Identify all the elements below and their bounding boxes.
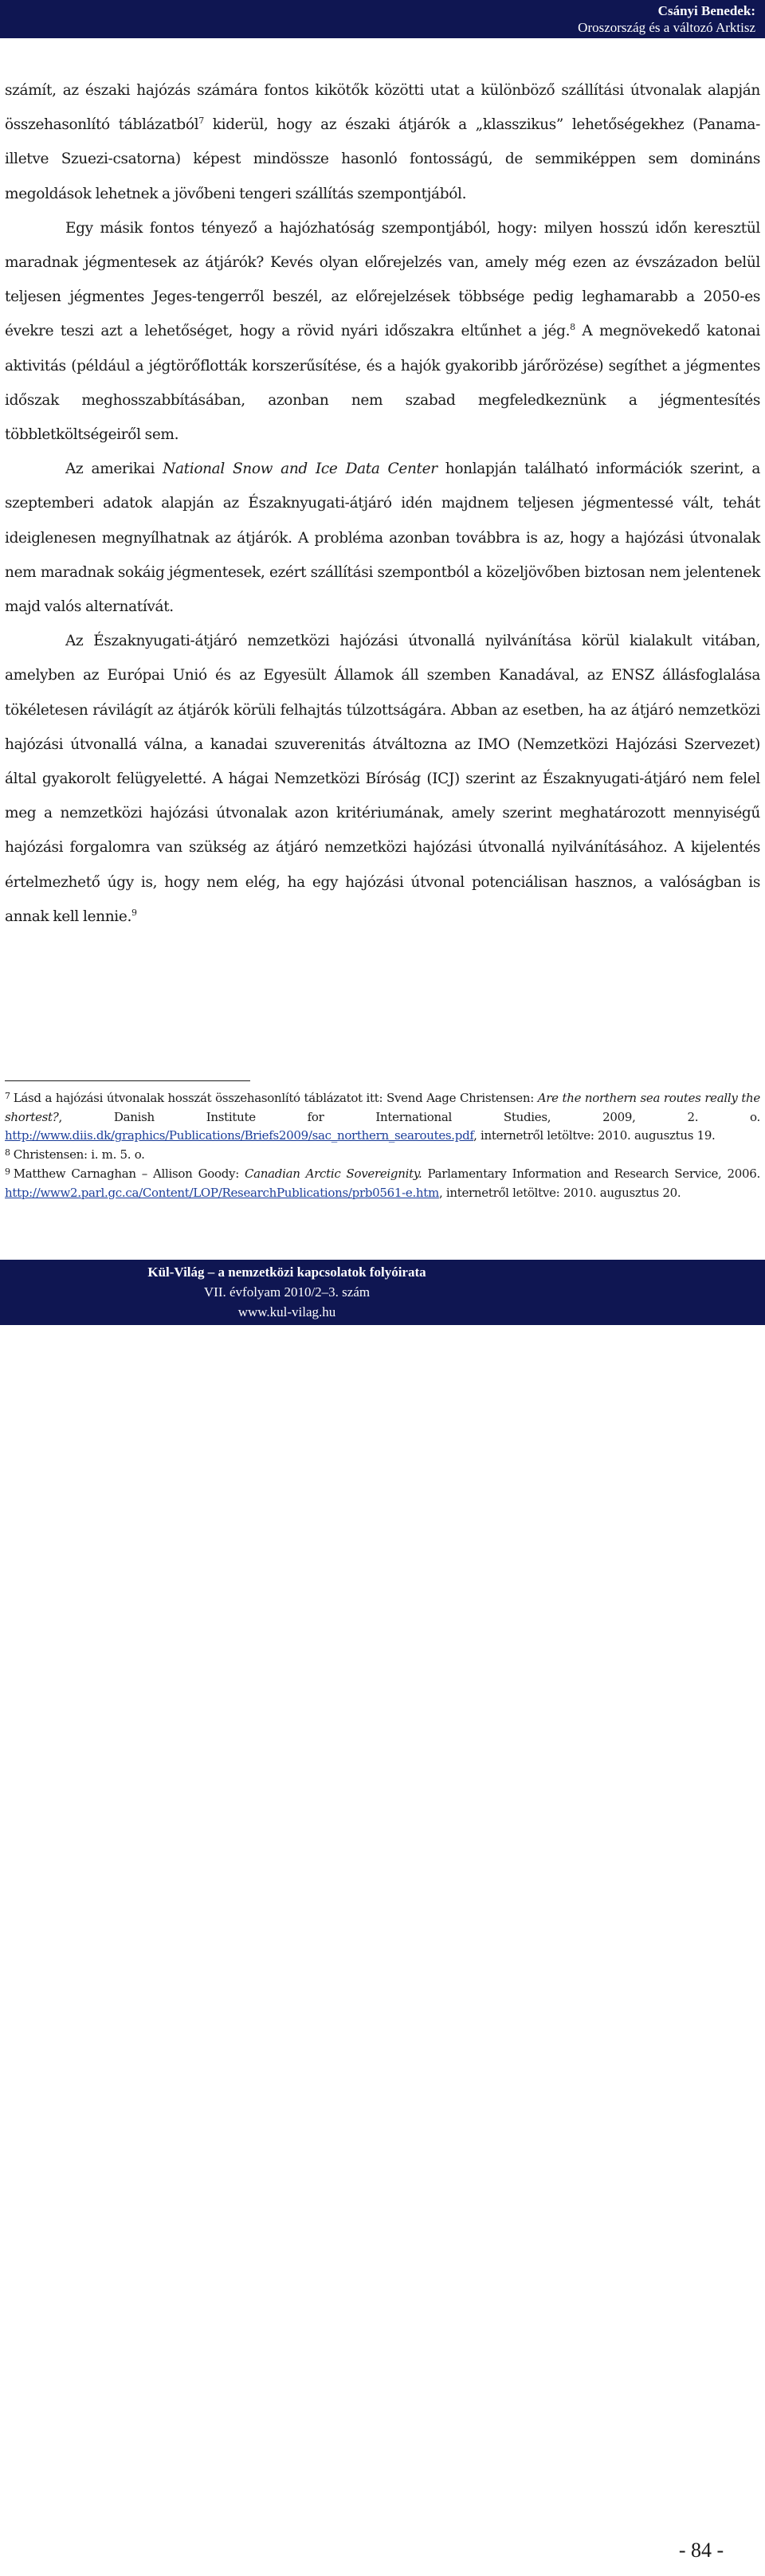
footer-url[interactable]: www.kul-vilag.hu [237,1304,336,1319]
footer-issue: VII. évfolyam 2010/2–3. szám [203,1284,371,1300]
footnote-8: $^8$ Christensen: i. m. 5. o. [5,1147,145,1163]
footnote-ref-7[interactable]: 7 [198,116,204,127]
paragraph-1: számít, az északi hajózás számára fontos kikötők közötti utat a különböző szállítási útvonalak alapján összehasonlító táblázatból$^7$ kiderül, hogy az északi átjárók a „klasszikus” lehetőségekhez (Panama- illetve Szuezi-csatorna) képest mindössze hasonló fontosságú, de semmiképpen sem domináns megoldások lehetnek a jövőbeni tengeri szállítás szempontjából. [5,82,761,202]
footer-journal-name: Kül-Világ – a nemzetközi kapcsolatok folyóirata [147,1264,426,1280]
nsidc-name: National Snow and Ice Data Center [163,461,437,478]
header-title: Oroszország és a változó Arktisz [578,20,755,35]
footnote-ref-9[interactable]: 9 [131,907,137,918]
page-number: - 84 - [647,2525,755,2576]
footnote-7: $^7$ Lásd a hajózási útvonalak hosszát összehasonlító táblázatot itt: Svend Aage Christensen: Are the northern sea routes really the shortest?, Danish Institute for International Studies, 2009, 2. o. http://www.diis.dk/graphics/Publications/Briefs2009/sac_northern_searoutes.pdf, internetről letöltve: 2010. augusztus 19. [5,1091,760,1143]
footnote-ref-8[interactable]: 8 [570,322,575,333]
paragraph-4: Az Északnyugati-átjáró nemzetközi hajózási útvonallá nyilvánítása körül kialakult vitában, amelyben az Európai Unió és az Egyesült Államok áll szemben Kanadával, az ENSZ állásfoglalása tökéletesen rávilágít az átjárók körüli felhajtás túlzottságára. Abban az esetben, ha az átjáró nemzetközi hajózási útvonallá válna, a kanadai szuverenitás átváltozna az IMO (Nemzetközi Hajózási Szervezet) által gyakorolt felügyeletté. A hágai Nemzetközi Bíróság (ICJ) szerint az Északnyugati-átjáró nem felel meg a nemzetközi hajózási útvonalak azon kritériumának, amely szerint meghatározott mennyiségű hajózási forgalomra van szükség az átjáró nemzetközi hajózási útvonallá nyilvánításához. A kijelentés értelmezhető úgy is, hogy nem elég, ha egy hajózási útvonal potenciálisan hasznos, a valóságban is annak kell lennie.$^9$ [5,633,760,925]
article-body [5,73,760,934]
running-footer [0,1260,765,2562]
header-author: Csányi Benedek: [657,3,755,18]
paragraph-3: Az amerikai National Snow and Ice Data Center honlapján található információk szerint, a szeptemberi adatok alapján az Északnyugati-átjáró idén majdnem teljesen jégmentessé vált, tehát ideiglenesen megnyílhatnak az átjárók. A probléma azonban továbbra is az, hogy a hajózási útvonalak nem maradnak sokáig jégmentesek, ezért szállítási szempontból a közeljövőben biztosan nem jelentenek majd valós alternatívát. [5,461,761,616]
footnote-9: $^9$ Matthew Carnaghan – Allison Goody: Canadian Arctic Sovereignity. Parlamentary Information and Research Service, 2006. http://www2.parl.gc.ca/Content/LOP/ResearchPublications/prb0561-e.htm, internetről letöltve: 2010. augusztus 20. [5,1166,760,1200]
footnotes [5,1089,760,1202]
footnote-divider [5,1080,250,1081]
footnote-7-link[interactable]: http://www.diis.dk/graphics/Publications/Briefs2009/sac_northern_searoutes.pdf [5,1128,474,1143]
paragraph-2: Egy másik fontos tényező a hajózhatóság szempontjából, hogy: milyen hosszú időn keresztül maradnak jégmentesek az átjárók? Kevés olyan előrejelzés van, amely még ezen az évszázadon belül teljesen jégmentes Jeges-tengerről beszél, az előrejelzések többsége pedig leghamarabb a 2050-es évekre teszi azt a lehetőséget, hogy a rövid nyári időszakra eltűnhet a jég.$^8$ A megnövekedő katonai aktivitás (például a jégtörőflották korszerűsítése, és a hajók gyakoribb járőrözése) segíthet a jégmentes időszak meghosszabbításában, azonban nem szabad megfeledkeznünk a jégmentesítés többletköltségeiről sem. [5,219,760,444]
footnote-9-link[interactable]: http://www2.parl.gc.ca/Content/LOP/ResearchPublications/prb0561-e.htm [5,1185,439,1200]
running-header [0,0,765,38]
